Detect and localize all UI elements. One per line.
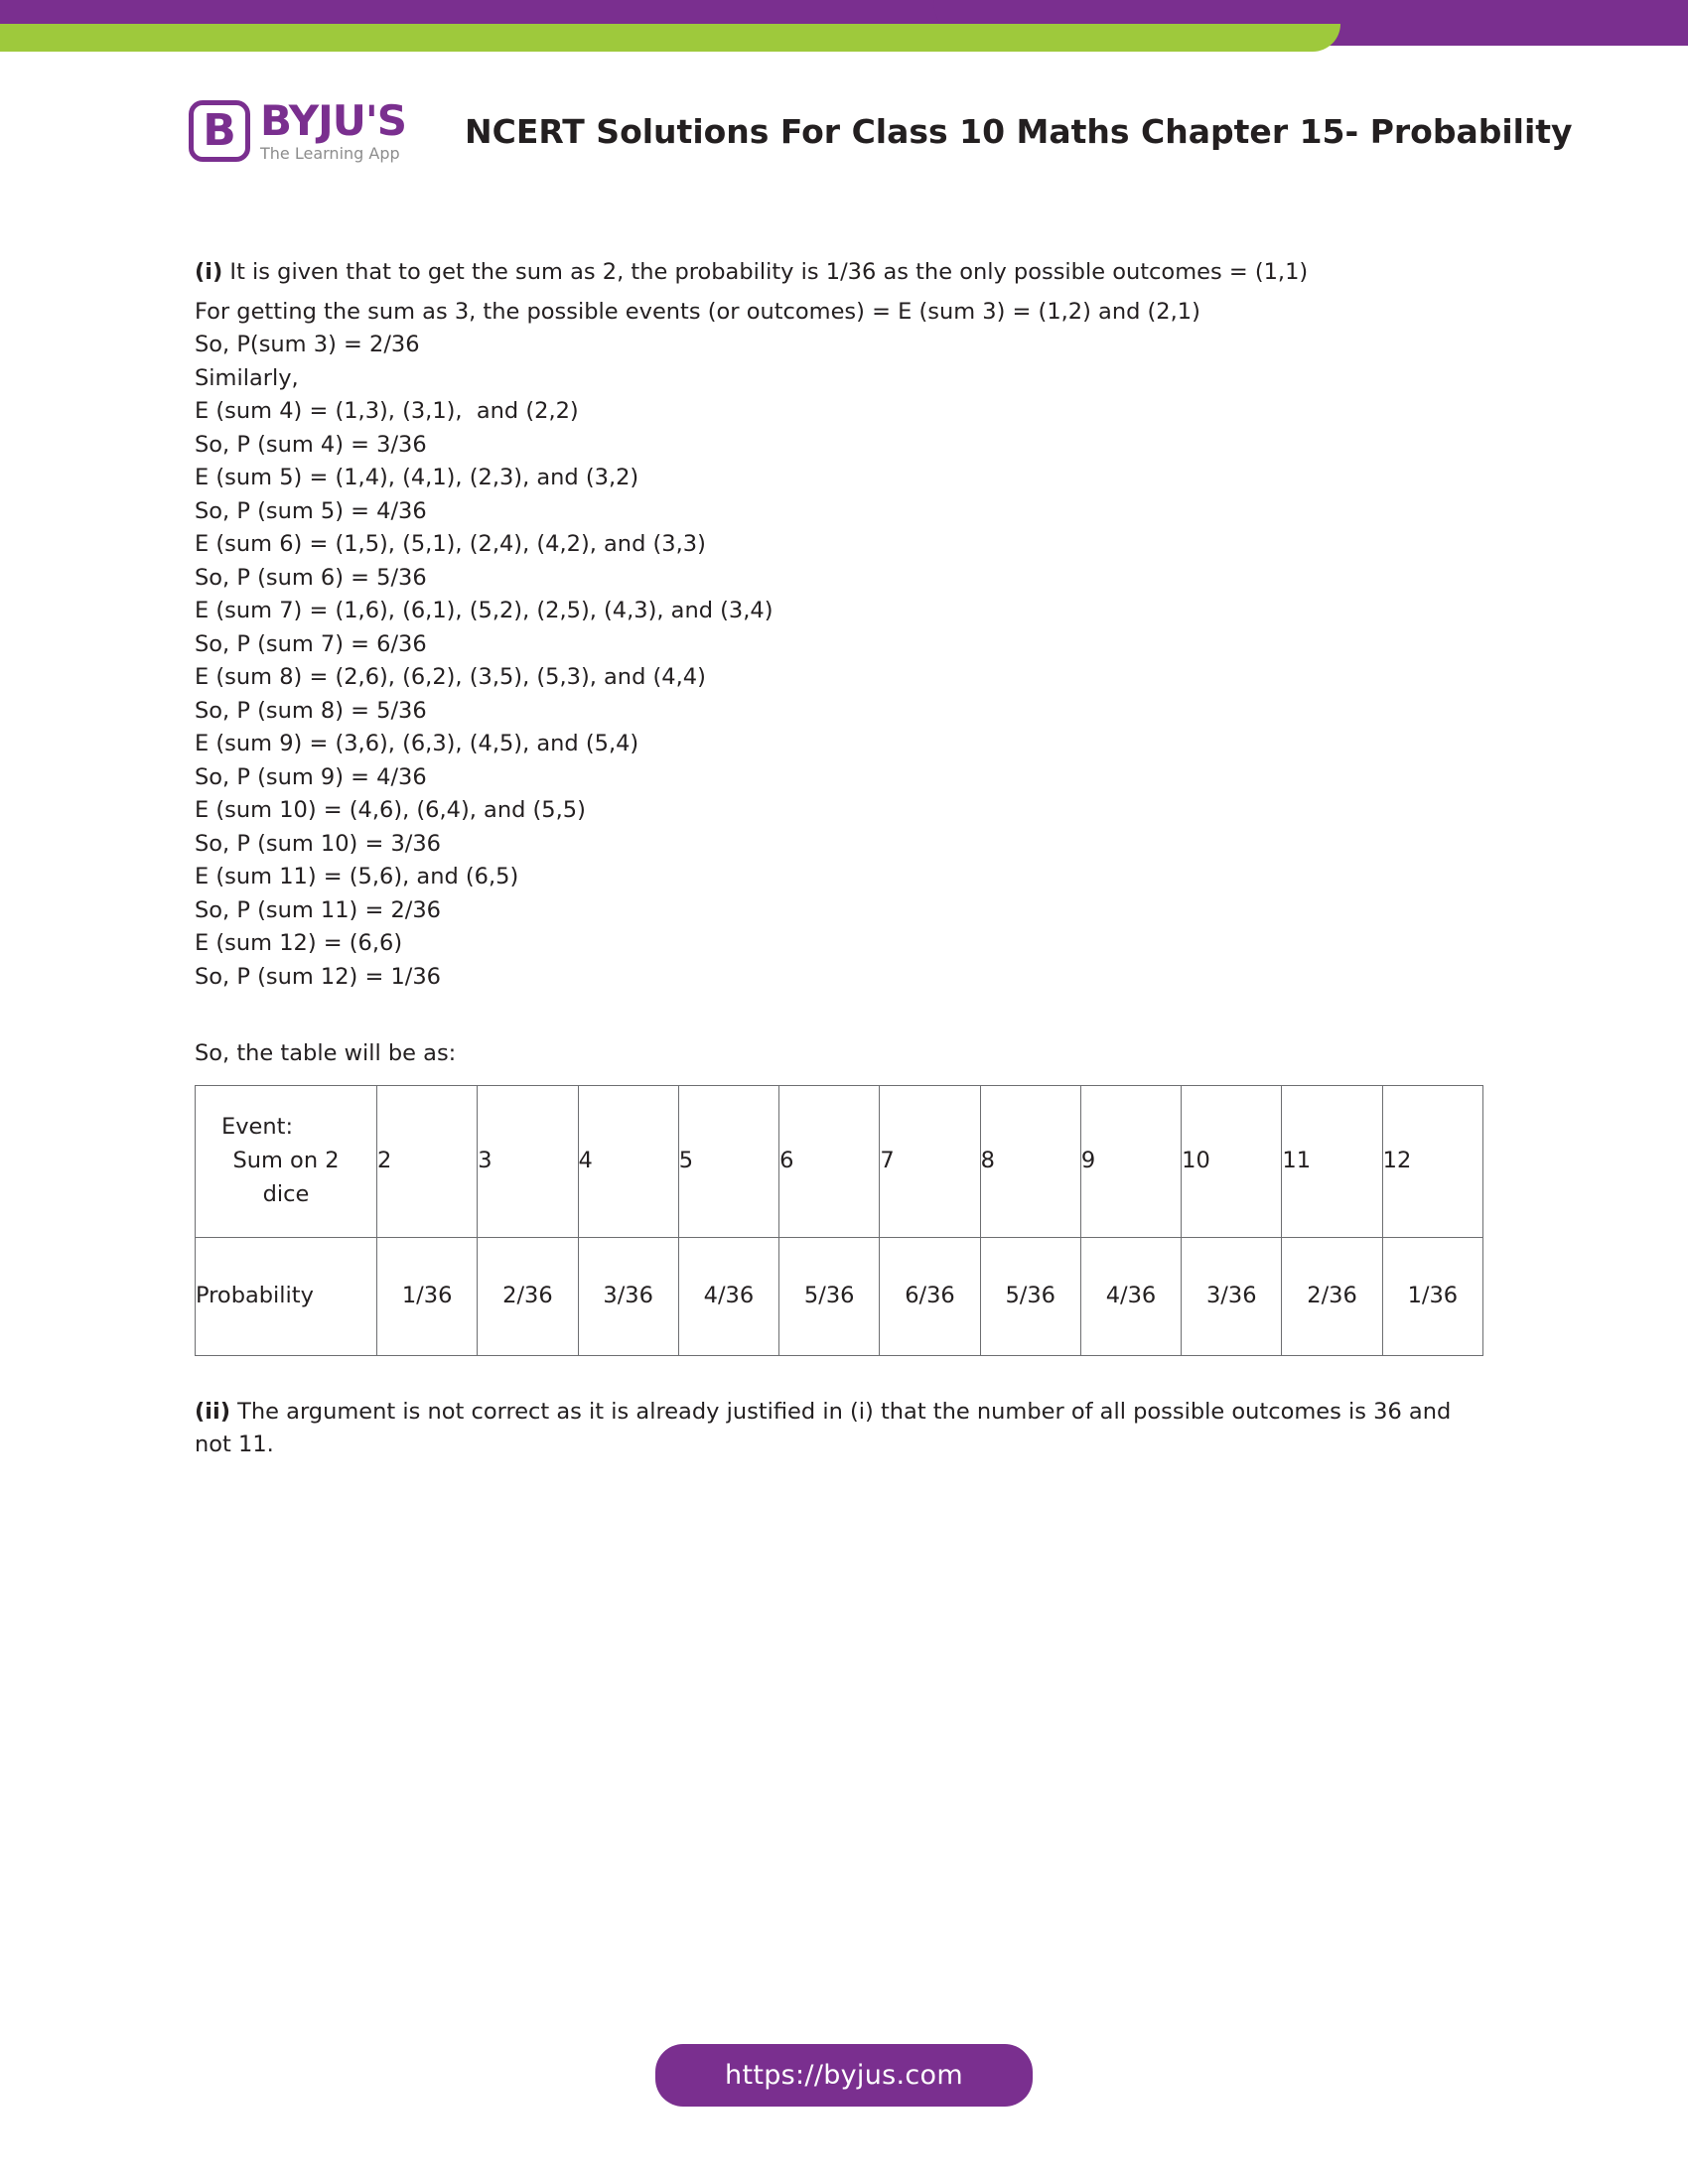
part-i-paragraph <box>195 256 1485 290</box>
table-cell-event: 6 <box>779 1085 880 1237</box>
solution-line: So, P(sum 3) = 2/36 <box>195 332 420 358</box>
table-cell-probability: 1/36 <box>377 1237 478 1355</box>
table-cell-probability: 3/36 <box>1182 1237 1282 1355</box>
solution-line: E (sum 10) = (4,6), (6,4), and (5,5) <box>195 797 586 824</box>
table-row-header-event <box>196 1085 377 1237</box>
solution-line: So, P (sum 11) = 2/36 <box>195 896 441 923</box>
table-row <box>196 1085 1483 1237</box>
table-cell-event: 2 <box>377 1085 478 1237</box>
solution-line: E (sum 5) = (1,4), (4,1), (2,3), and (3,2) <box>195 465 639 491</box>
logo-text-block <box>260 96 406 163</box>
table-row-header-probability: Probability <box>196 1237 377 1355</box>
table-cell-probability: 2/36 <box>478 1237 578 1355</box>
part-i-label: (i) <box>195 259 223 285</box>
solution-line: E (sum 4) = (1,3), (3,1), and (2,2) <box>195 398 579 425</box>
solution-line: So, P (sum 10) = 3/36 <box>195 830 441 857</box>
event-header-line-2: Sum on 2 <box>232 1147 340 1173</box>
table-cell-probability: 5/36 <box>779 1237 880 1355</box>
solution-line: E (sum 6) = (1,5), (5,1), (2,4), (4,2), and (3,3) <box>195 531 706 558</box>
solution-line: So, P (sum 6) = 5/36 <box>195 564 427 591</box>
table-cell-probability: 6/36 <box>880 1237 980 1355</box>
document-header <box>189 91 1579 171</box>
logo-mark-icon <box>189 100 250 162</box>
logo-tagline: The Learning App <box>260 144 400 163</box>
table-cell-event: 10 <box>1182 1085 1282 1237</box>
table-cell-probability: 1/36 <box>1382 1237 1482 1355</box>
solution-line: Similarly, <box>195 364 299 391</box>
table-cell-event: 7 <box>880 1085 980 1237</box>
table-cell-probability: 2/36 <box>1282 1237 1382 1355</box>
event-header-line-1: Event: <box>221 1114 294 1141</box>
table-cell-event: 4 <box>578 1085 678 1237</box>
table-cell-event: 12 <box>1382 1085 1482 1237</box>
byjus-url-button[interactable]: https://byjus.com <box>655 2044 1033 2107</box>
solution-line: E (sum 12) = (6,6) <box>195 930 403 957</box>
solution-line: E (sum 8) = (2,6), (6,2), (3,5), (5,3), and (4,4) <box>195 664 706 691</box>
table-cell-event: 5 <box>678 1085 778 1237</box>
page-title: NCERT Solutions For Class 10 Maths Chapter 15- Probability <box>465 111 1573 151</box>
part-i-text: It is given that to get the sum as 2, the probability is 1/36 as the only possible outcomes = (1,1) <box>222 259 1309 285</box>
solution-line: E (sum 11) = (5,6), and (6,5) <box>195 864 519 890</box>
part-ii-paragraph <box>195 1396 1485 1462</box>
probability-table <box>195 1085 1483 1356</box>
solution-line: So, P (sum 5) = 4/36 <box>195 497 427 524</box>
green-bar <box>0 24 1340 52</box>
solution-line: E (sum 7) = (1,6), (6,1), (5,2), (2,5), (4,3), and (3,4) <box>195 598 774 624</box>
logo-letter: B <box>203 105 236 156</box>
footer <box>0 2044 1688 2107</box>
table-cell-event: 8 <box>980 1085 1080 1237</box>
solution-line: So, P (sum 4) = 3/36 <box>195 431 427 458</box>
byjus-logo <box>189 91 457 171</box>
part-ii-text: The argument is not correct as it is already justified in (i) that the number of all possible outcomes is 36 and not 11. <box>195 1398 1452 1458</box>
solution-line: For getting the sum as 3, the possible events (or outcomes) = E (sum 3) = (1,2) and (2,1) <box>195 298 1200 325</box>
table-cell-probability: 4/36 <box>678 1237 778 1355</box>
part-ii-label: (ii) <box>195 1398 230 1425</box>
table-cell-probability: 3/36 <box>578 1237 678 1355</box>
event-header-line-3: dice <box>262 1180 310 1207</box>
table-row <box>196 1237 1483 1355</box>
table-cell-event: 9 <box>1080 1085 1181 1237</box>
table-intro-text: So, the table will be as: <box>195 1040 457 1067</box>
header-decorative-band <box>0 0 1688 71</box>
solution-line: So, P (sum 8) = 5/36 <box>195 697 427 724</box>
logo-wordmark: BYJU'S <box>260 96 406 145</box>
spacer <box>195 994 1485 1037</box>
solution-line: So, P (sum 7) = 6/36 <box>195 630 427 657</box>
table-cell-probability: 5/36 <box>980 1237 1080 1355</box>
table-cell-probability: 4/36 <box>1080 1237 1181 1355</box>
document-body <box>195 256 1485 1462</box>
solution-line: E (sum 9) = (3,6), (6,3), (4,5), and (5,4) <box>195 731 639 757</box>
table-cell-event: 11 <box>1282 1085 1382 1237</box>
solution-line: So, P (sum 9) = 4/36 <box>195 763 427 790</box>
solution-line: So, P (sum 12) = 1/36 <box>195 963 441 990</box>
table-cell-event: 3 <box>478 1085 578 1237</box>
